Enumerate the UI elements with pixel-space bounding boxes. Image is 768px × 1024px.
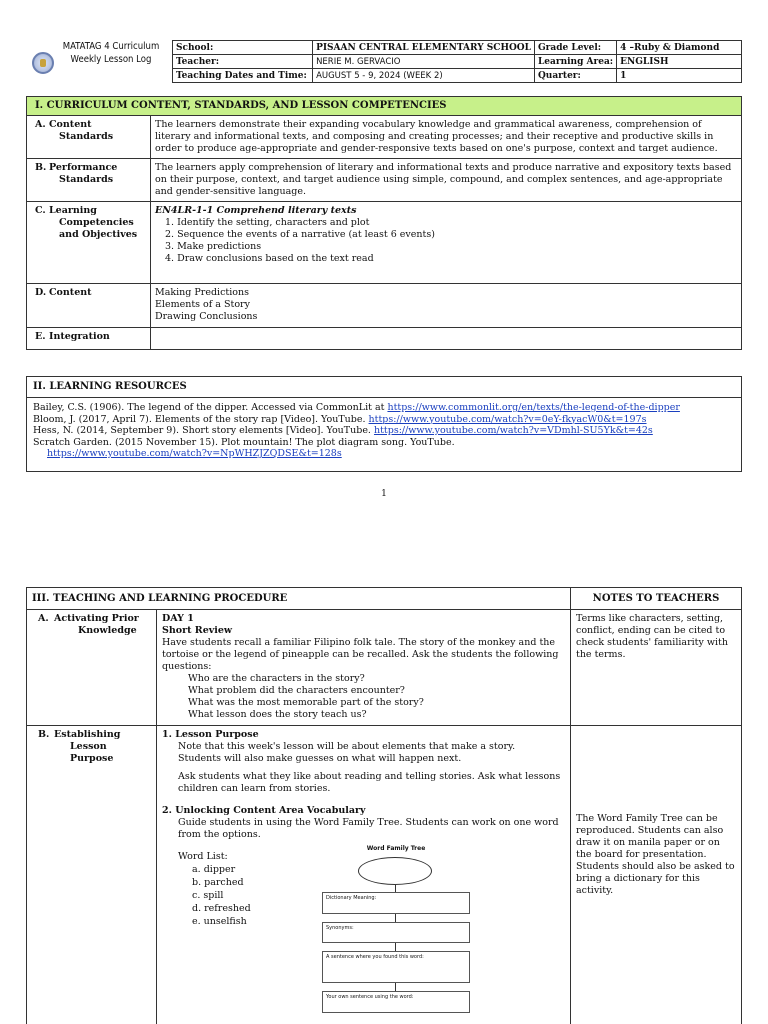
teacher-value: NERIE M. GERVACIO xyxy=(313,55,535,69)
section3-heading: III. TEACHING AND LEARNING PROCEDURE xyxy=(27,588,571,610)
list-item: b. parched xyxy=(192,877,244,888)
review-question: What lesson does the story teach us? xyxy=(188,709,367,720)
content-topics xyxy=(151,284,742,328)
tree-word-oval xyxy=(358,857,432,885)
header-info-table xyxy=(172,40,742,83)
section1-heading: I. CURRICULUM CONTENT, STANDARDS, AND LESSON COMPETENCIES xyxy=(27,97,742,116)
deped-seal-icon xyxy=(32,52,54,74)
topic-item: Elements of a Story xyxy=(155,299,250,310)
prior-knowledge-label: A. Activating Prior Knowledge xyxy=(27,610,157,726)
resource-link[interactable]: https://www.commonlit.org/en/texts/the-legend-of-the-dipper xyxy=(387,402,680,413)
tree-connector xyxy=(395,983,396,991)
competencies-content xyxy=(151,202,742,284)
tree-box-synonyms: Synonyms: xyxy=(322,922,470,943)
topic-item: Making Predictions xyxy=(155,287,249,298)
resources-list xyxy=(27,398,741,464)
page-number: 1 xyxy=(381,489,387,499)
integration-label: E. Integration xyxy=(27,328,151,350)
review-question: What problem did the characters encounter? xyxy=(188,685,405,696)
teacher-label: Teacher: xyxy=(173,55,313,69)
tree-box-meaning: Dictionary Meaning: xyxy=(322,892,470,914)
quarter-label: Quarter: xyxy=(534,69,616,83)
resource-item xyxy=(33,448,735,460)
objective-item: 2. Sequence the events of a narrative (at least 6 events) xyxy=(165,229,435,240)
review-question: What was the most memorable part of the story? xyxy=(188,697,424,708)
prior-knowledge-content: DAY 1 Short Review Have students recall a familiar Filipino folk tale. The story of the monkey and the tortoise or the legend of pineapple can be recalled. Ask the students the following questions: Who are the characters in the story? What problem did the characters encounter? What was the most memorable part of the story? What lesson does the story teach us? xyxy=(157,610,571,726)
performance-standards-text: The learners apply comprehension of literary and informational texts and produce narrative and expository texts based on their purpose, context, and target audience using simple, compound, and complex sentences, and age-appropriate and gender-sensitive language. xyxy=(151,159,742,202)
lesson-purpose-note: The Word Family Tree can be reproduced. Students can also draw it on manila paper or on the board for presentation. Students should also be asked to bring a dictionary for this activity. xyxy=(571,726,742,1024)
competency-code: EN4LR-1-1 Comprehend literary texts xyxy=(155,205,357,216)
lesson-purpose-content: 1. Lesson Purpose Note that this week's lesson will be about elements that make a story. Students will also make guesses on what will happen next. Ask students what they like about reading and telling stories. Ask what lessons children can learn from stories. 2. Unlocking Content Area Vocabulary Guide students in using the Word Family Tree. Students can work on one word from the options. Word List: a. dipper b. parched c. spill d. refreshed e. unselfish xyxy=(157,726,571,1024)
performance-standards-label: B. Performance Standards xyxy=(27,159,151,202)
tree-connector xyxy=(395,914,396,922)
resource-item: Bailey, C.S. (1906). The legend of the dipper. Accessed via CommonLit at https://www.commonlit.org/en/texts/the-legend-of-the-dipper xyxy=(33,402,680,413)
topic-item: Drawing Conclusions xyxy=(155,311,258,322)
learning-resources-section xyxy=(26,376,742,472)
grade-label: Grade Level: xyxy=(534,41,616,55)
list-item: e. unselfish xyxy=(192,916,247,927)
notes-heading: NOTES TO TEACHERS xyxy=(571,588,742,610)
lesson-purpose-label: B. Establishing Lesson Purpose xyxy=(27,726,157,1024)
area-value: ENGLISH xyxy=(617,55,742,69)
resource-link[interactable]: https://www.youtube.com/watch?v=VDmhl-SU5Yk&t=42s xyxy=(373,425,653,436)
word-family-tree-diagram xyxy=(318,840,474,1015)
tree-connector xyxy=(395,943,396,951)
resource-item: Hess, N. (2014, September 9). Short story elements [Video]. YouTube. https://www.youtube.com/watch?v=VDmhl-SU5Yk&t=42s xyxy=(33,425,653,436)
resource-item: Bloom, J. (2017, April 7). Elements of the story rap [Video]. YouTube. https://www.youtube.com/watch?v=0eY-fkyacW0&t=197s xyxy=(33,413,647,425)
tree-connector xyxy=(395,885,396,892)
grade-value: 4 –Ruby & Diamond xyxy=(617,41,742,55)
lesson-log-header xyxy=(26,40,742,84)
resource-item: Scratch Garden. (2015 November 15). Plot mountain! The plot diagram song. YouTube. xyxy=(33,436,455,448)
dates-label: Teaching Dates and Time: xyxy=(173,69,313,83)
list-item: d. refreshed xyxy=(192,903,251,914)
competencies-label: C. Learning Competencies and Objectives xyxy=(27,202,151,284)
school-label: School: xyxy=(173,41,313,55)
objective-item: 1. Identify the setting, characters and plot xyxy=(165,217,370,228)
dates-value: AUGUST 5 - 9, 2024 (WEEK 2) xyxy=(313,69,535,83)
resource-link[interactable]: https://www.youtube.com/watch?v=0eY-fkyacW0&t=197s xyxy=(368,413,647,425)
review-question: Who are the characters in the story? xyxy=(188,673,365,684)
resource-link[interactable]: https://www.youtube.com/watch?v=NpWHZJZQDSE&t=128s xyxy=(47,448,342,459)
tree-box-own-sentence: Your own sentence using the word: xyxy=(322,991,470,1013)
content-label: D. Content xyxy=(27,284,151,328)
quarter-value: 1 xyxy=(617,69,742,83)
log-title: MATATAG 4 Curriculum Weekly Lesson Log xyxy=(62,41,160,65)
section2-heading: II. LEARNING RESOURCES xyxy=(27,377,741,398)
tree-title: Word Family Tree xyxy=(366,845,426,852)
curriculum-section xyxy=(26,96,742,350)
objective-item: 3. Make predictions xyxy=(165,241,262,252)
list-item: c. spill xyxy=(192,890,224,901)
tree-box-found-sentence: A sentence where you found this word: xyxy=(322,951,470,983)
prior-knowledge-note: Terms like characters, setting, conflict, ending can be cited to check students' familiarity with the terms. xyxy=(571,610,742,726)
content-standards-label: A. Content Standards xyxy=(27,116,151,159)
area-label: Learning Area: xyxy=(534,55,616,69)
list-item: a. dipper xyxy=(192,864,236,875)
content-standards-text: The learners demonstrate their expanding vocabulary knowledge and grammatical awareness, comprehension of literary and informational texts, and composing and creating processes; and their receptive and productive skills in order to produce age-appropriate and gender-responsive texts based on one's purpose, context and target audience. xyxy=(151,116,742,159)
objective-item: 4. Draw conclusions based on the text read xyxy=(165,253,374,264)
school-value: PISAAN CENTRAL ELEMENTARY SCHOOL xyxy=(313,41,535,55)
integration-value xyxy=(151,328,742,350)
